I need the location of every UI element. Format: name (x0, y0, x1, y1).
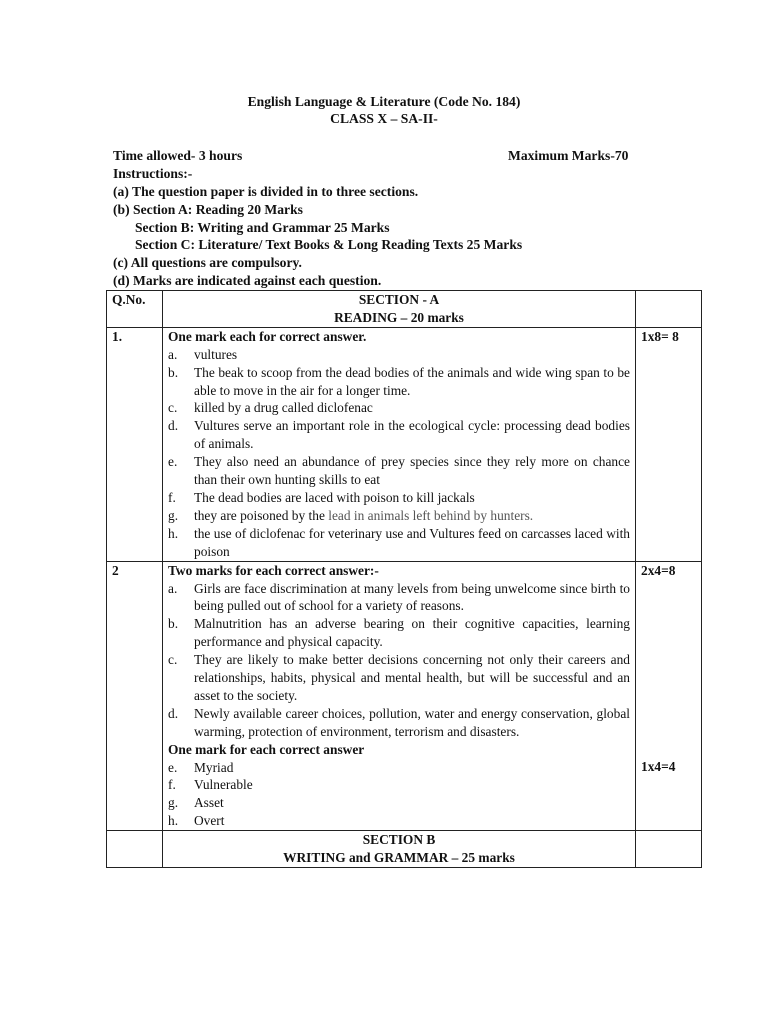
class-line: CLASS X – SA-II- (330, 111, 438, 126)
empty-cell (636, 831, 702, 868)
list-item: f. The dead bodies are laced with poison to kill jackals (168, 489, 475, 505)
instruction-b: (b) Section A: Reading 20 Marks (113, 202, 303, 217)
question-2-answers (163, 561, 636, 831)
table-row (107, 327, 702, 561)
q2-heading: Two marks for each correct answer:- (168, 562, 379, 578)
instruction-a: (a) The question paper is divided in to three sections. (113, 184, 419, 199)
question-number: 1. (107, 327, 163, 561)
instruction-d: (d) Marks are indicated against each question. (113, 273, 382, 288)
time-allowed: Time allowed- 3 hours (113, 148, 243, 163)
list-item: h. the use of diclofenac for veterinary use and Vultures feed on carcasses laced with poison (168, 525, 630, 559)
marks-header-empty (636, 291, 702, 328)
list-item: b. The beak to scoop from the dead bodies of the animals and wide wing span to be able to move in the air for a longer time. (168, 364, 630, 398)
list-item: c. killed by a drug called diclofenac (168, 400, 373, 416)
question-number: 2 (107, 561, 163, 831)
section-b-title: SECTION B (362, 832, 436, 848)
table-row (107, 561, 702, 831)
list-item: h. Overt (168, 813, 225, 829)
list-item: b. Malnutrition has an adverse bearing on their cognitive capacities, learning performance and physical capacity. (168, 616, 630, 650)
list-item: g. they are poisoned by the lead in animals left behind by hunters. (168, 507, 534, 523)
q1-heading: One mark each for correct answer. (168, 328, 367, 344)
table-row (107, 831, 702, 868)
list-item: a. vultures (168, 346, 238, 362)
list-item: a. Girls are face discrimination at many levels from being unwelcome since birth to being pulled out of school for a variety of reasons. (168, 580, 630, 614)
section-b-subtitle: WRITING and GRAMMAR – 25 marks (283, 850, 515, 866)
list-item: e. They also need an abundance of prey species since they rely more on chance than their own hunting skills to eat (168, 454, 630, 488)
q2-marks: 2x4=8 (641, 562, 676, 578)
empty-cell (107, 831, 163, 868)
list-item: d. Vultures serve an important role in the ecological cycle: processing dead bodies of animals. (168, 418, 630, 452)
list-item: e. Myriad (168, 759, 234, 775)
question-1-answers (163, 327, 636, 561)
section-a-title: SECTION - A (358, 292, 440, 307)
instructions-heading: Instructions:- (113, 166, 193, 181)
list-item: d. Newly available career choices, pollution, water and energy conservation, global warming, protection of environment, terrorism and disasters. (168, 705, 630, 739)
list-item: f. Vulnerable (168, 777, 253, 793)
table-header-row (107, 291, 702, 328)
q2-heading-2: One mark for each correct answer (168, 741, 365, 757)
q2-marks-cell (636, 561, 702, 831)
section-a-heading (163, 291, 636, 328)
list-item: g. Asset (168, 795, 224, 811)
q1-marks: 1x8= 8 (636, 327, 702, 561)
instruction-section-c: Section C: Literature/ Text Books & Long Reading Texts 25 Marks (135, 237, 523, 252)
list-item: c. They are likely to make better decisions concerning not only their careers and relationships, habits, physical and mental health, but will be successful and an asset to the society. (168, 652, 630, 703)
q2-marks-2: 1x4=4 (641, 759, 676, 775)
instruction-section-b: Section B: Writing and Grammar 25 Marks (135, 220, 390, 235)
maximum-marks: Maximum Marks-70 (508, 148, 629, 163)
paper-title: English Language & Literature (Code No. 184) (247, 94, 521, 109)
qno-header: Q.No. (107, 291, 163, 328)
answer-table (106, 290, 702, 868)
instruction-c: (c) All questions are compulsory. (113, 255, 302, 270)
section-a-subtitle: READING – 20 marks (334, 309, 464, 325)
section-b-heading (163, 831, 636, 868)
